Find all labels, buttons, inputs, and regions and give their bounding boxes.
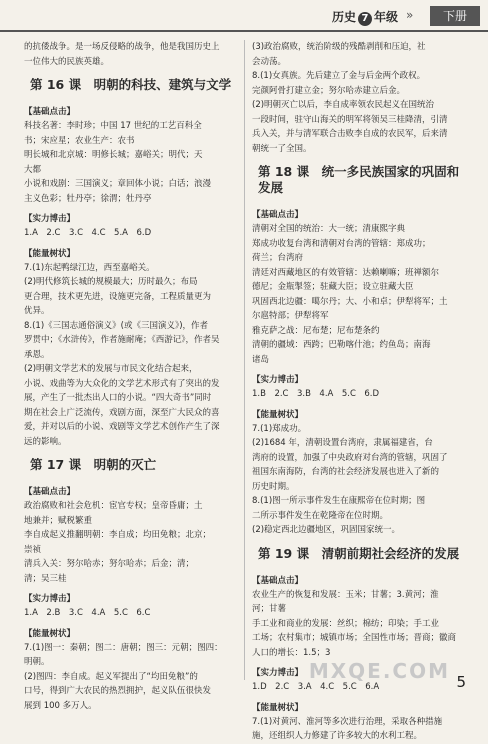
section-tag: 【基础点击】 <box>24 107 76 117</box>
text-line: 政治腐败和社会危机：宦官专权；皇帝昏庸；土 <box>24 501 203 511</box>
text-line: (2)明代修筑长城的规模最大；历时最久；布局 <box>24 277 198 287</box>
text-line: 展到 100 多万人。 <box>24 700 97 711</box>
text-line: 雅克萨之战：尼布楚；尼布楚条约 <box>252 325 380 336</box>
text-line: 口号，得到广大农民的热烈拥护，起义队伍很快发 <box>24 686 212 696</box>
section-tag: 【基础点击】 <box>24 487 76 497</box>
text-line: 7.(1)东起鸭绿江边，西至嘉峪关。 <box>24 262 155 273</box>
section-tag: 【能量树状】 <box>252 409 304 420</box>
text-line: 会动荡。 <box>252 56 287 67</box>
text-line: 罗贯中；《水浒传》，作者施耐庵；《西游记》，作者吴 <box>24 335 220 345</box>
text-line: 7.(1)对黄河、淮河等多次进行治理，采取各种措施 <box>252 716 443 727</box>
column-divider <box>244 40 245 680</box>
text-line: 明朝。 <box>24 657 50 667</box>
text-line: 郑成功收复台湾和清朝对台湾的管辖：郑成功； <box>252 238 431 249</box>
text-line: 二所示事件发生在乾隆帝在位时期。 <box>252 510 389 521</box>
text-line: (3)政治腐败，统治阶级的残酷剥削和压迫，社 <box>252 42 426 52</box>
text-line: (2)明朝文学艺术的发展与市民文化结合起来， <box>24 364 198 374</box>
text-line: 历史时期。 <box>252 481 295 492</box>
text-line: 8.(1)《三国志通俗演义》(或《三国演义》)，作者 <box>24 320 209 331</box>
grade-suffix: 年级 <box>374 10 399 24</box>
section-tag: 【实力博击】 <box>24 214 76 224</box>
text-line: 一位伟大的民族英雄。 <box>24 56 110 67</box>
text-line: 书；宋应星；农业生产：农书 <box>24 135 135 146</box>
text-line: 的抗倭战争。是一场反侵略的战争，他是我国历史上 <box>24 42 220 52</box>
section-tag: 【基础点击】 <box>252 210 304 220</box>
text-line: 1.B 2.C 3.B 4.A 5.C 6.D <box>252 389 380 399</box>
text-line: 祖国东南海防，台湾的社会经济发展也进入了新的 <box>252 467 440 477</box>
text-line: 科技名著：李时珍；中国 17 世纪的工艺百科全 <box>24 121 202 131</box>
text-line: 小说、戏曲等为大众化的文学艺术形式有了突出的发 <box>24 378 220 389</box>
subject-grade-label <box>332 8 398 26</box>
page-number: 5 <box>456 673 466 691</box>
lesson-title: 第 18 课 统一多民族国家的巩固和发展 <box>258 164 460 195</box>
text-line: 优异。 <box>24 306 50 316</box>
text-line: 清兵入关：努尔哈赤；努尔哈赤；后金；清； <box>24 559 195 569</box>
text-line: 湾府的设置，加强了中央政府对台湾的管辖，巩固了 <box>252 452 448 463</box>
volume-badge: 下册 <box>430 6 480 26</box>
text-line: 工场；农村集市；城镇市场；全国性市场；晋商；徽商 <box>252 633 457 643</box>
text-line: 朝统一了全国。 <box>252 143 312 154</box>
lesson-title: 第 19 课 清朝前期社会经济的发展 <box>258 545 460 561</box>
text-line: (2)明朝灭亡以后，李自成率领农民起义在国统治 <box>252 100 435 110</box>
section-tag: 【实力博击】 <box>252 375 304 385</box>
text-line: 更合理，技术更先进，设施更完备，工程质量更为 <box>24 291 212 302</box>
header-rule <box>0 30 488 32</box>
grade-number-badge: 7 <box>358 12 372 26</box>
text-line: 1.A 2.C 3.C 4.C 5.A 6.D <box>24 228 152 238</box>
text-line: 清朝对全国的统治：大一统；清康熙字典 <box>252 224 406 234</box>
text-line: (2)1684 年，清朝设置台湾府，隶属福建省，台 <box>252 438 433 448</box>
text-line: 清；吴三桂 <box>24 573 67 584</box>
text-line: 完颜阿骨打建立金；努尔哈赤建立后金。 <box>252 85 406 96</box>
section-tag: 【能量树状】 <box>24 628 76 639</box>
text-line: (2)稳定西北边疆地区，巩固国家统一。 <box>252 525 401 535</box>
lesson-title: 第 16 课 明朝的科技、建筑与文学 <box>30 77 232 92</box>
text-line: 兵入关，并与清军联合击败李自成的农民军，后来清 <box>252 129 448 139</box>
text-line: 施，还组织人力修建了许多较大的水利工程。 <box>252 731 423 741</box>
text-line: 8.(1)图一所示事件发生在康熙帝在位时期；图 <box>252 496 426 506</box>
text-line: 远的影响。 <box>24 436 67 447</box>
text-line: (2)图四：李自成。起义军提出了“均田免粮”的 <box>24 671 198 682</box>
text-line: 人口的增长：1.5；3 <box>252 647 331 658</box>
text-line: 一段时间，驻守山海关的明军将领吴三桂降清，引清 <box>252 114 448 125</box>
text-line: 主义色彩；牡丹亭；徐渭；牡丹亭 <box>24 193 152 204</box>
section-tag: 【实力博击】 <box>252 668 304 678</box>
page-header <box>0 0 488 34</box>
watermark-logo: MXQE.COM <box>308 659 450 683</box>
text-line: 农业生产的恢复和发展：玉米；甘薯；3.黄河；淮 <box>252 589 439 600</box>
double-chevron-icon: » <box>406 8 414 22</box>
text-line: 德尼；金瓶掣签；驻藏大臣；设立驻藏大臣 <box>252 282 414 292</box>
text-line: 爱，并对以后的小说、戏剧等文学艺术创作产生了深 <box>24 422 220 432</box>
text-line: 期在社会上广泛流传，戏剧方面，深至广大民众的喜 <box>24 407 220 418</box>
section-tag: 【能量树状】 <box>24 248 76 259</box>
text-line: 小说和戏剧：三国演义；章回体小说；白话；浪漫 <box>24 179 212 189</box>
subject-label: 历史 <box>332 10 357 24</box>
text-line: 1.D 2.C 3.A 4.C 5.C 6.A <box>252 682 380 692</box>
text-line: 手工业和商业的发展：丝织；棉纺；印染；手工业 <box>252 618 440 629</box>
text-line: 崇祯 <box>24 544 42 555</box>
lesson-title: 第 17 课 明朝的灭亡 <box>30 457 157 472</box>
text-line: 7.(1)郑成功。 <box>252 423 307 434</box>
text-line: 清廷对西藏地区的有效管辖：达赖喇嘛；班禅额尔 <box>252 267 440 278</box>
text-line: 1.A 2.B 3.C 4.A 5.C 6.C <box>24 608 151 618</box>
section-tag: 【基础点击】 <box>252 575 304 586</box>
text-line: 诸岛 <box>252 354 270 365</box>
text-line: 大都 <box>24 164 42 175</box>
text-line: 展，产生了一批杰出人口的小说。“四大奇书”同时 <box>24 393 212 403</box>
text-line: 明长城和北京城：明修长城；嘉峪关；明代；天 <box>24 150 203 160</box>
text-line: 7.(1)图一：秦朝；图二：唐朝；图三：元朝；图四： <box>24 642 223 653</box>
left-column <box>24 40 240 713</box>
text-line: 8.(1)女真族。先后建立了金与后金两个政权。 <box>252 71 426 81</box>
section-tag: 【实力博击】 <box>24 594 76 604</box>
right-column <box>252 40 468 744</box>
text-line: 清朝的疆域：西跨；巴勒喀什池；约鱼岛；南海 <box>252 340 431 350</box>
text-line: 巩固西北边疆：噶尔丹；大、小和卓；伊犁将军；土 <box>252 296 448 307</box>
text-line: 河；甘薯 <box>252 604 287 614</box>
text-line: 荷兰；台湾府 <box>252 253 304 263</box>
text-line: 李自成起义推翻明朝：李自成；均田免粮；北京； <box>24 530 212 540</box>
text-line: 地兼并；赋税繁重 <box>24 515 93 526</box>
text-line: 承恩。 <box>24 349 50 360</box>
text-line: 尔扈特部；伊犁将军 <box>252 311 329 321</box>
section-tag: 【能量树状】 <box>252 702 304 713</box>
